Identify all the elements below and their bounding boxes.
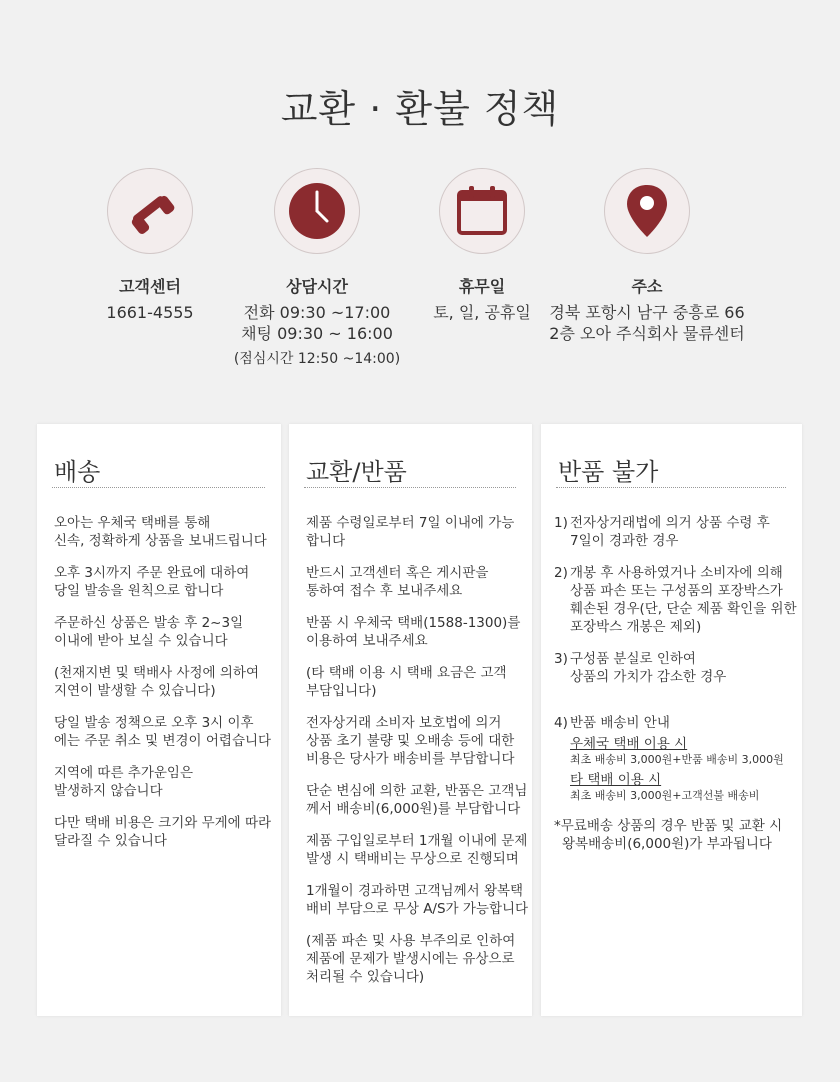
text-line: 발생 시 택배비는 무상으로 진행되며: [306, 851, 519, 867]
consult-hours-lunch: (점심시간 12:50 ~14:00): [233, 351, 401, 367]
shipping-card-body: [54, 514, 273, 864]
post-courier-fee: 최초 배송비 3,000원+반품 배송비 3,000원: [570, 753, 784, 766]
text-line: 부담입니다): [306, 683, 377, 699]
text-line: 당일 발송 정책으로 오후 3시 이후: [54, 715, 254, 731]
no-return-card: [541, 424, 802, 1016]
exchange-card-body: [306, 514, 529, 1000]
shipping-card: [37, 424, 281, 1016]
exchange-paragraph: [306, 614, 524, 650]
clock-icon: [274, 168, 360, 254]
text-line: 이용하여 보내주세요: [306, 633, 428, 649]
text-line: 7일이 경과한 경우: [570, 533, 679, 549]
text-line: (타 택배 이용 시 택배 요금은 고객: [306, 665, 507, 681]
customer-center-phone[interactable]: 1661-4555: [106, 303, 194, 322]
text-line: 비용은 당사가 배송비를 부담합니다: [306, 751, 515, 767]
shipping-paragraph: [54, 664, 273, 700]
text-line: (제품 파손 및 사용 부주의로 인하여: [306, 933, 516, 949]
other-courier-heading: 타 택배 이용 시: [570, 772, 662, 788]
phone-icon: [107, 168, 193, 254]
item-number: 2): [554, 565, 568, 581]
text-line: 오후 3시까지 주문 완료에 대하여: [54, 565, 250, 581]
text-line: 전자상거래법에 의거 상품 수령 후: [570, 515, 770, 531]
text-line: 1개월이 경과하면 고객님께서 왕복택: [306, 883, 524, 899]
text-line: 개봉 후 사용하였거나 소비자에 의해: [570, 565, 783, 581]
info-address: [537, 168, 757, 344]
address-label: 주소: [631, 277, 663, 296]
text-line: 왕복배송비(6,000원)가 부과됩니다: [562, 836, 772, 852]
text-line: 처리될 수 있습니다): [306, 969, 425, 985]
text-line: 단순 변심에 의한 교환, 반품은 고객님: [306, 783, 528, 799]
text-line: 지연이 발생할 수 있습니다): [54, 683, 216, 699]
text-line: 훼손된 경우(단, 단순 제품 확인을 위한: [570, 601, 797, 617]
text-line: 반드시 고객센터 혹은 게시판을: [306, 565, 489, 581]
text-line: 상품 초기 불량 및 오배송 등에 대한: [306, 733, 515, 749]
exchange-paragraph: [306, 782, 528, 818]
text-line: 오아는 우체국 택배를 통해: [54, 515, 211, 531]
text-line: 반품 시 우체국 택배(1588-1300)를: [306, 615, 521, 631]
customer-center-label: 고객센터: [119, 277, 181, 296]
text-line: 전자상거래 소비자 보호법에 의거: [306, 715, 502, 731]
divider: [556, 487, 786, 488]
shipping-paragraph: [54, 564, 273, 600]
text-line: 포장박스 개봉은 제외): [570, 619, 702, 635]
no-return-card-body: [554, 514, 798, 867]
exchange-card: [289, 424, 532, 1016]
item-number: 3): [554, 651, 568, 667]
text-line: 상품 파손 또는 구성품의 포장박스가: [570, 583, 783, 599]
text-line: 달라질 수 있습니다: [54, 833, 167, 849]
no-return-item: [554, 650, 798, 686]
no-return-card-title: 반품 불가: [558, 458, 659, 486]
exchange-paragraph: [306, 832, 528, 868]
address-line-1: 경북 포항시 남구 중흥로 66: [549, 303, 745, 322]
text-line: 합니다: [306, 533, 346, 549]
other-courier-fee: 최초 배송비 3,000원+고객선불 배송비: [570, 789, 760, 802]
shipping-paragraph: [54, 764, 273, 800]
shipping-paragraph: [54, 514, 273, 550]
text-line: *무료배송 상품의 경우 반품 및 교환 시: [554, 818, 783, 834]
free-shipping-note: [554, 817, 798, 853]
shipping-paragraph: [54, 814, 273, 850]
text-line: 발생하지 않습니다: [54, 783, 163, 799]
exchange-paragraph: [306, 932, 524, 986]
text-line: 에는 주문 취소 및 변경이 어렵습니다: [54, 733, 272, 749]
text-line: 다만 택배 비용은 크기와 무게에 따라: [54, 815, 272, 831]
post-courier-heading: 우체국 택배 이용 시: [570, 736, 688, 752]
no-return-item: [554, 564, 798, 636]
exchange-paragraph: [306, 514, 524, 550]
text-line: 배비 부담으로 무상 A/S가 가능합니다: [306, 901, 529, 917]
address-line-2: 2층 오아 주식회사 물류센터: [549, 324, 745, 343]
exchange-paragraph: [306, 714, 524, 768]
text-line: 제품에 문제가 발생시에는 유상으로: [306, 951, 515, 967]
return-fee-title: 반품 배송비 안내: [570, 715, 670, 731]
text-line: 상품의 가치가 감소한 경우: [570, 669, 727, 685]
shipping-paragraph: [54, 614, 273, 650]
text-line: 당일 발송을 원칙으로 합니다: [54, 583, 224, 599]
consult-hours-label: 상담시간: [286, 277, 348, 296]
page-title: 교환 · 환불 정책: [280, 87, 560, 131]
text-line: 께서 배송비(6,000원)를 부담합니다: [306, 801, 521, 817]
text-line: 주문하신 상품은 발송 후 2~3일: [54, 615, 244, 631]
calendar-icon: [439, 168, 525, 254]
text-line: 제품 수령일로부터 7일 이내에 가능: [306, 515, 515, 531]
holidays-label: 휴무일: [458, 277, 506, 296]
text-line: 제품 구입일로부터 1개월 이내에 문제: [306, 833, 528, 849]
no-return-item: [554, 514, 798, 550]
text-line: 지역에 따른 추가운임은: [54, 765, 193, 781]
holidays-value: 토, 일, 공휴일: [433, 303, 531, 322]
exchange-paragraph: [306, 882, 529, 918]
return-fee-info: [554, 714, 798, 803]
item-number: 1): [554, 515, 568, 531]
text-line: 통하여 접수 후 보내주세요: [306, 583, 463, 599]
text-line: 구성품 분실로 인하여: [570, 651, 696, 667]
exchange-card-title: 교환/반품: [306, 458, 407, 486]
item-number: 4): [554, 715, 568, 731]
text-line: 신속, 정확하게 상품을 보내드립니다: [54, 533, 267, 549]
text-line: (천재지변 및 택배사 사정에 의하여: [54, 665, 260, 681]
exchange-paragraph: [306, 564, 524, 600]
divider: [52, 487, 265, 488]
divider: [304, 487, 516, 488]
consult-hours-phone: 전화 09:30 ~17:00: [243, 303, 391, 322]
shipping-card-title: 배송: [54, 458, 101, 486]
shipping-paragraph: [54, 714, 273, 750]
text-line: 이내에 받아 보실 수 있습니다: [54, 633, 228, 649]
consult-hours-chat: 채팅 09:30 ~ 16:00: [241, 324, 393, 343]
exchange-paragraph: [306, 664, 524, 700]
map-pin-icon: [604, 168, 690, 254]
